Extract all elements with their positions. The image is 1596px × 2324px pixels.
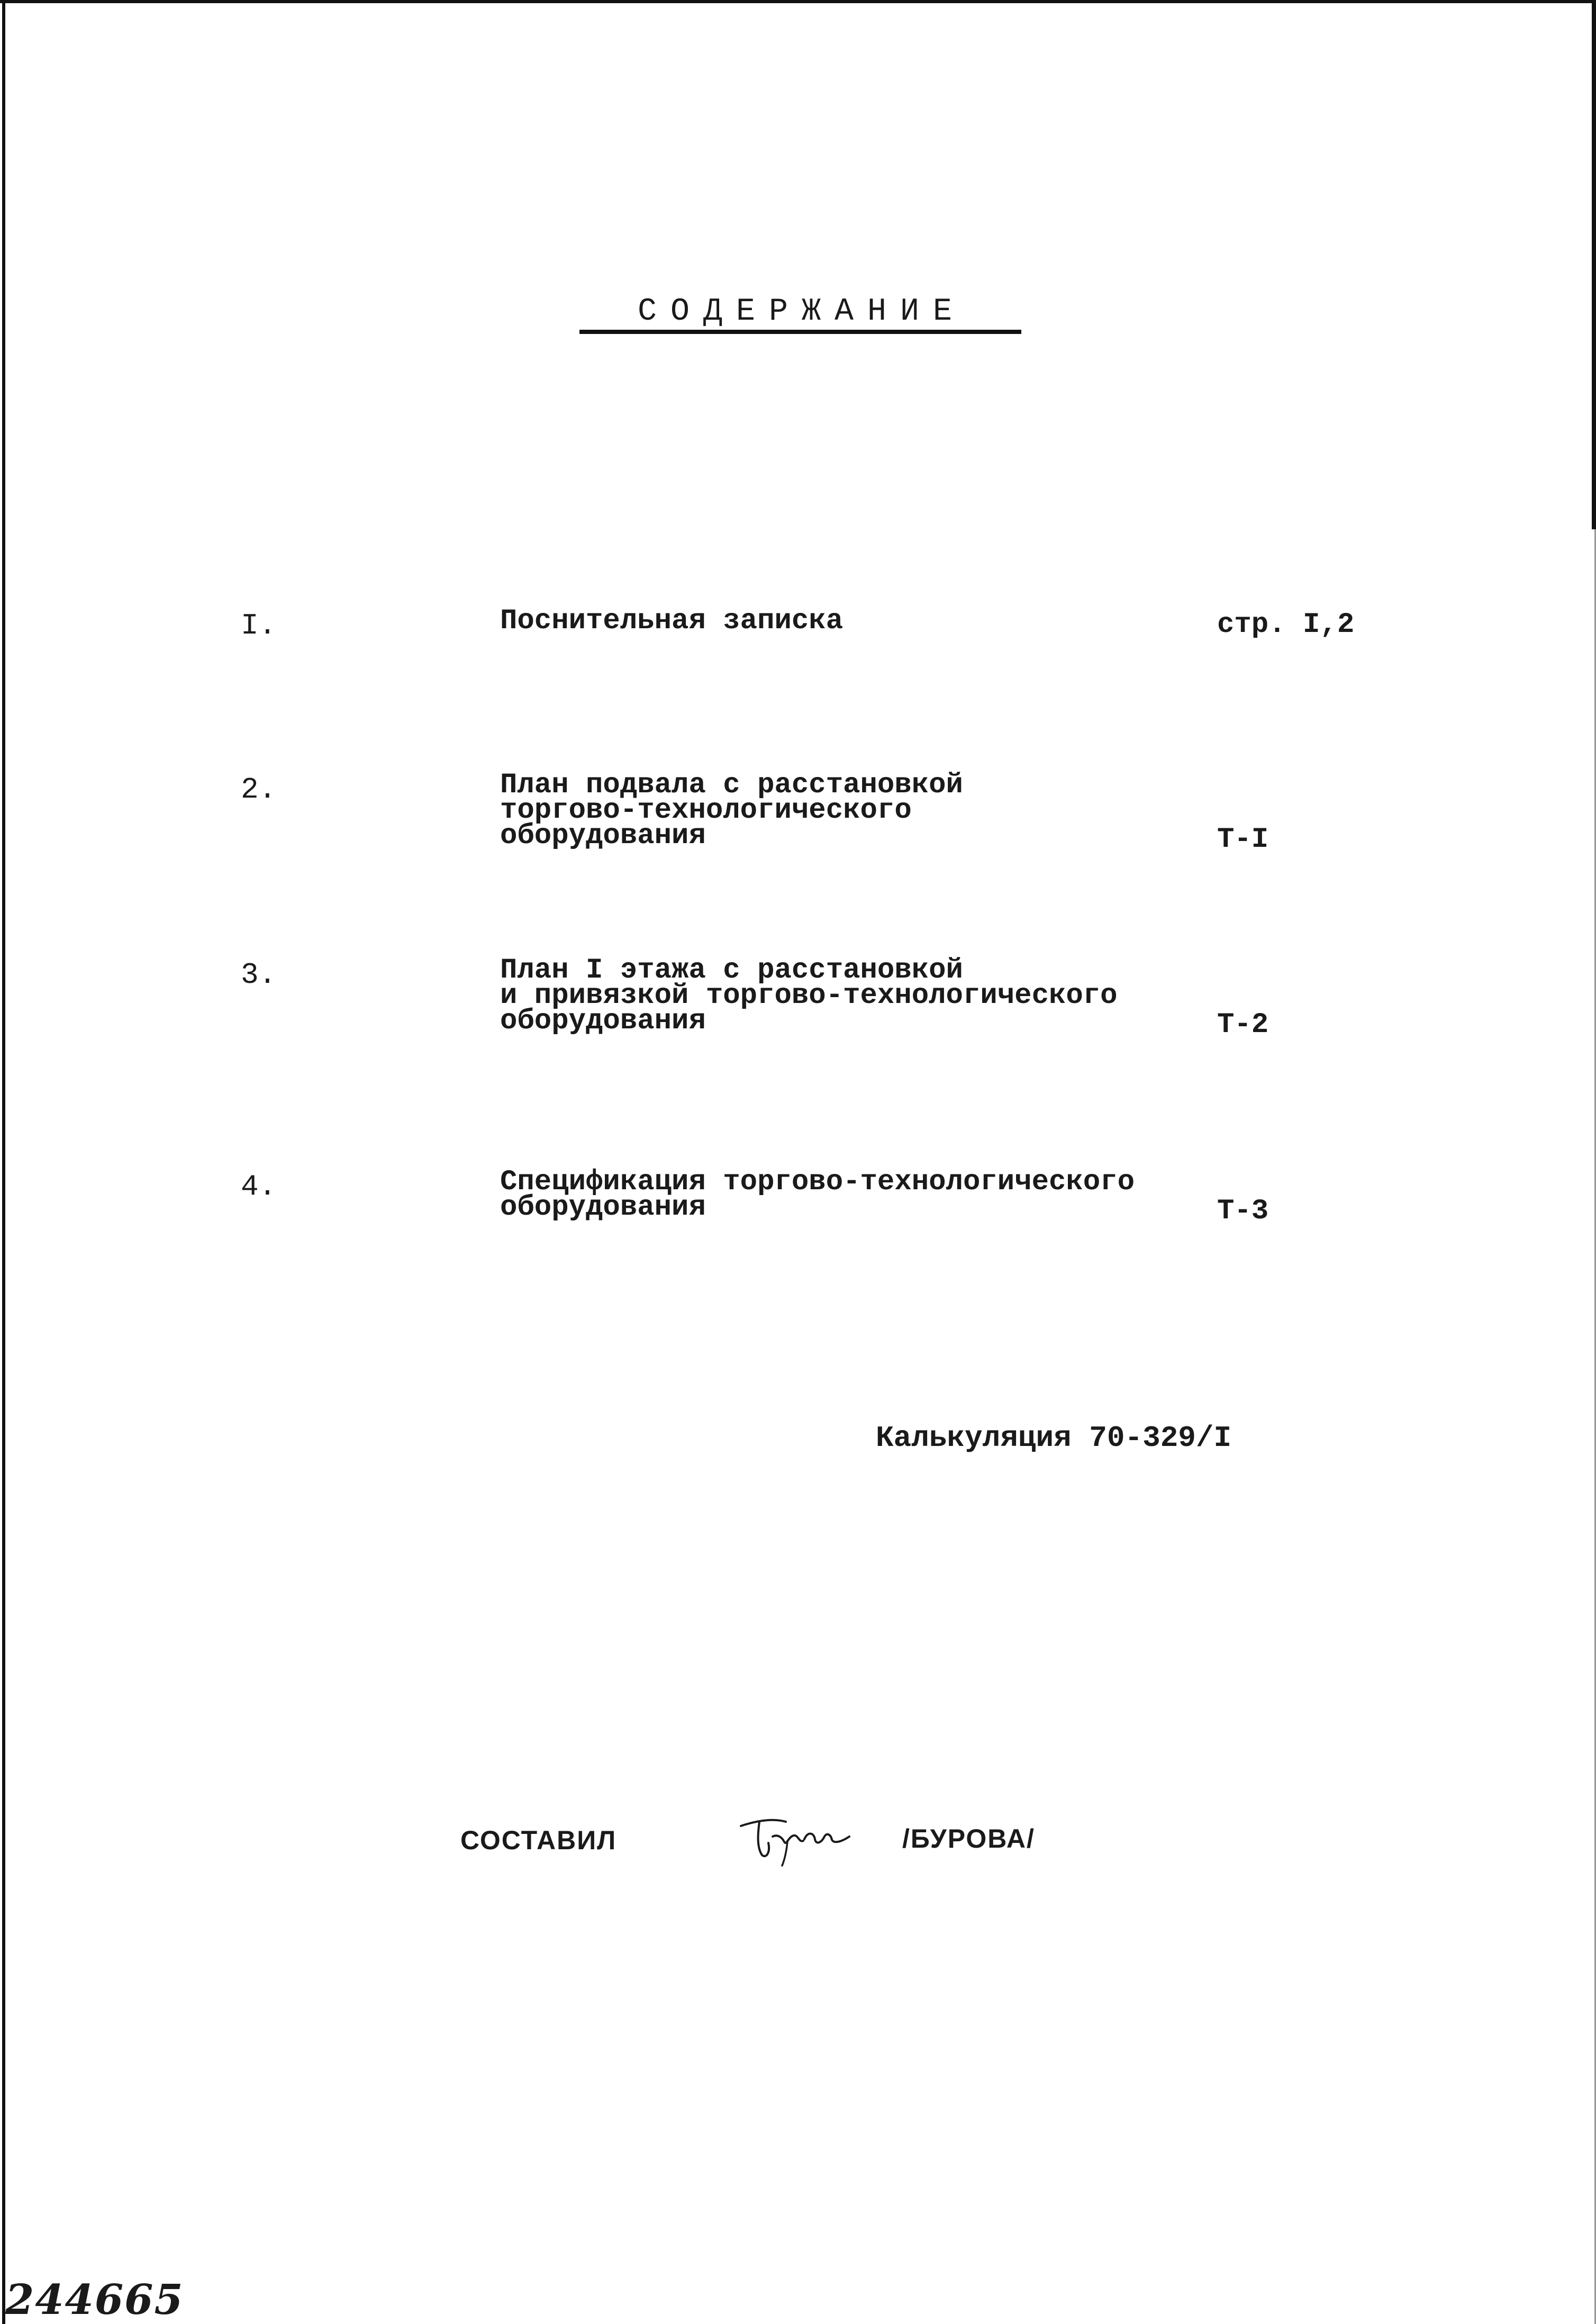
item-title-line: и привязкой торгово-технологического [500,980,1118,1012]
item-title-line: Спецификация торгово-технологического [500,1166,1135,1198]
title-underline [579,330,1021,334]
item-page-ref: стр. I,2 [1217,609,1355,641]
handwritten-signature [736,1810,857,1868]
item-title [500,605,1188,637]
item-title [500,954,1188,1037]
item-page-ref: Т-I [1217,824,1269,856]
inventory-number: 244665 [5,2276,184,2324]
item-title-line: оборудования [500,1191,706,1224]
item-number: I. [241,609,277,643]
item-title-line: торгово-технологического [500,794,912,827]
scan-edge-left [2,0,5,2324]
item-title-line: оборудования [500,1005,706,1037]
item-number: 2. [241,773,277,807]
calculation-reference: Калькуляция 70-329/I [876,1421,1232,1455]
item-page-ref: Т-2 [1217,1009,1269,1041]
item-title-line: оборудования [500,820,706,852]
item-title [500,1166,1188,1224]
scan-edge-right [1592,0,1596,529]
item-title-line: Поснительная записка [500,605,844,637]
item-number: 4. [241,1170,277,1204]
page-title: СОДЕРЖАНИЕ [637,294,966,330]
scan-edge-top [0,0,1596,3]
item-title [500,769,1188,852]
compiler-name: /БУРОВА/ [902,1824,1035,1853]
item-title-line: План подвала с расстановкой [500,769,963,801]
item-title-line: План I этажа с расстановкой [500,954,963,987]
compiled-by-label: СОСТАВИЛ [460,1825,617,1855]
item-page-ref: Т-3 [1217,1195,1269,1227]
item-number: 3. [241,958,277,992]
